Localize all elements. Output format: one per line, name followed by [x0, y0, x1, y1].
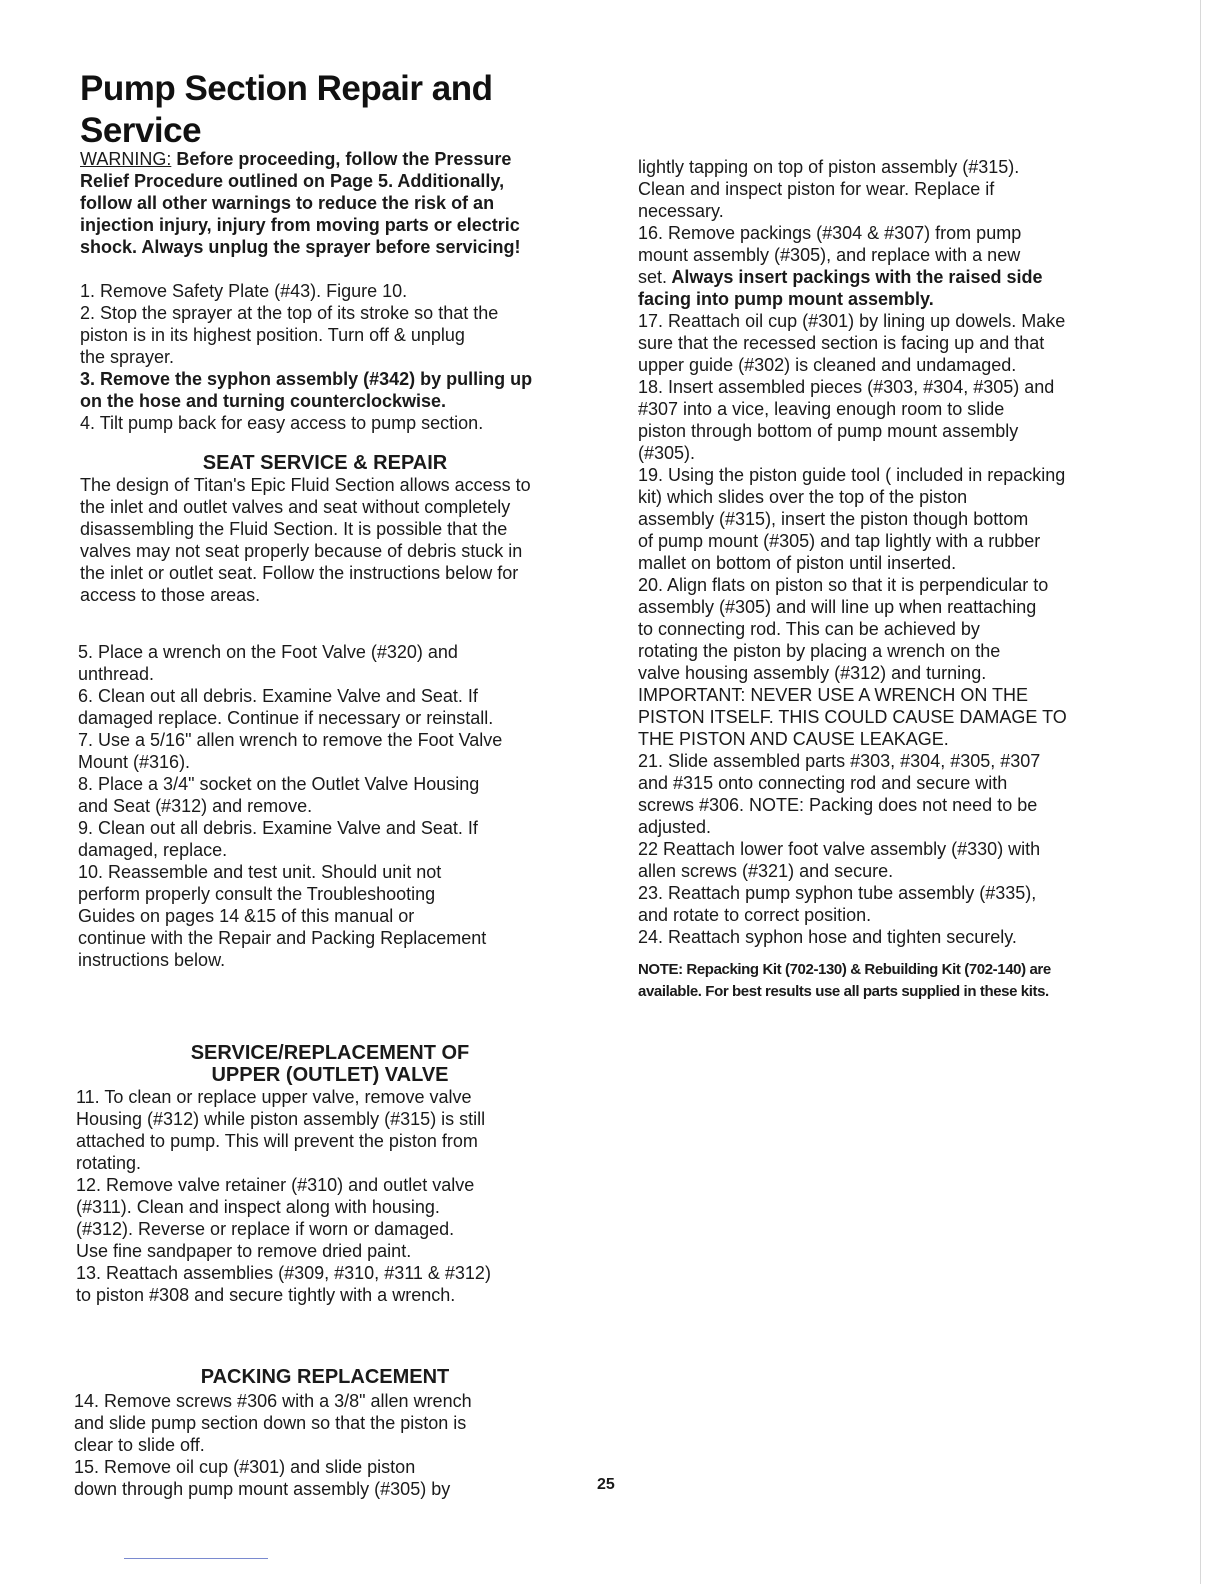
text-line: access to those areas.: [80, 585, 261, 605]
text-line: #307 into a vice, leaving enough room to slide: [638, 399, 1005, 419]
step-line: continue with the Repair and Packing Replacement: [78, 928, 487, 948]
text-line: lightly tapping on top of piston assembly (#315).: [638, 157, 1020, 177]
text-line: 17. Reattach oil cup (#301) by lining up dowels. Make: [638, 311, 1066, 331]
seat-heading: SEAT SERVICE & REPAIR: [202, 452, 448, 474]
text-line: THE PISTON AND CAUSE LEAKAGE.: [638, 729, 949, 749]
text-line: PISTON ITSELF. THIS COULD CAUSE DAMAGE TO: [638, 707, 1067, 727]
step-line: 1. Remove Safety Plate (#43). Figure 10.: [80, 281, 408, 301]
text-line: adjusted.: [638, 817, 712, 837]
step-line: piston is in its highest position. Turn off & unplug: [80, 325, 465, 345]
step-line: damaged replace. Continue if necessary or reinstall.: [78, 708, 494, 728]
text-line-bold: Always insert packings with the raised side: [667, 267, 1043, 287]
step-line: 2. Stop the sprayer at the top of its stroke so that the: [80, 303, 499, 323]
step-line: 11. To clean or replace upper valve, remove valve: [76, 1087, 472, 1107]
kit-note: [638, 959, 1051, 1003]
step-line: Guides on pages 14 &15 of this manual or: [78, 906, 415, 926]
step-line: 13. Reattach assemblies (#309, #310, #311 & #312): [76, 1263, 491, 1283]
text-line: and rotate to correct position.: [638, 905, 872, 925]
text-line: 21. Slide assembled parts #303, #304, #305, #307: [638, 751, 1041, 771]
text-line: the inlet or outlet seat. Follow the instructions below for: [80, 563, 519, 583]
text-line: piston through bottom of pump mount assembly: [638, 421, 1019, 441]
text-line: of pump mount (#305) and tap lightly with a rubber: [638, 531, 1041, 551]
warning-line: follow all other warnings to reduce the risk of an: [80, 193, 495, 213]
step-line: 5. Place a wrench on the Foot Valve (#320) and: [78, 642, 458, 662]
step-line: 10. Reassemble and test unit. Should unit not: [78, 862, 442, 882]
heading-line: SERVICE/REPLACEMENT OF: [190, 1042, 470, 1064]
step-line: down through pump mount assembly (#305) by: [74, 1479, 451, 1499]
text-line: allen screws (#321) and secure.: [638, 861, 894, 881]
text-line: kit) which slides over the top of the piston: [638, 487, 968, 507]
step-line: damaged, replace.: [78, 840, 228, 860]
text-line: mount assembly (#305), and replace with a new: [638, 245, 1021, 265]
step-line: 14. Remove screws #306 with a 3/8" allen wrench: [74, 1391, 472, 1411]
text-line: sure that the recessed section is facing up and that: [638, 333, 1045, 353]
step-line: 9. Clean out all debris. Examine Valve and Seat. If: [78, 818, 478, 838]
text-line: disassembling the Fluid Section. It is possible that the: [80, 519, 508, 539]
text-line: valve housing assembly (#312) and turning.: [638, 663, 987, 683]
step-line: to piston #308 and secure tightly with a wrench.: [76, 1285, 456, 1305]
upper-valve-steps: [76, 1086, 491, 1306]
text-line: 18. Insert assembled pieces (#303, #304, #305) and: [638, 377, 1055, 397]
packing-heading: PACKING REPLACEMENT: [200, 1366, 450, 1388]
step-line: Mount (#316).: [78, 752, 191, 772]
page-number: 25: [597, 1476, 615, 1493]
right-column: [638, 156, 1067, 948]
warning-line: injection injury, injury from moving parts or electric: [80, 215, 520, 235]
title-line: Pump Section Repair and: [80, 69, 493, 108]
text-line: (#305).: [638, 443, 696, 463]
text-line: 22 Reattach lower foot valve assembly (#330) with: [638, 839, 1041, 859]
warning-block: [80, 148, 580, 258]
text-line: valves may not seat properly because of debris stuck in: [80, 541, 523, 561]
step-line: perform properly consult the Troubleshooting: [78, 884, 436, 904]
text-line: rotating the piston by placing a wrench on the: [638, 641, 1001, 661]
step-line: 8. Place a 3/4" socket on the Outlet Valve Housing: [78, 774, 480, 794]
footer-rule: [124, 1558, 268, 1559]
step-line: 15. Remove oil cup (#301) and slide piston: [74, 1457, 416, 1477]
step-line: (#312). Reverse or replace if worn or damaged.: [76, 1219, 455, 1239]
page-title: [80, 68, 540, 152]
warning-line: Relief Procedure outlined on Page 5. Additionally,: [80, 171, 505, 191]
step-line: 4. Tilt pump back for easy access to pump section.: [80, 413, 484, 433]
text-line: 23. Reattach pump syphon tube assembly (#335),: [638, 883, 1037, 903]
warning-line: Before proceeding, follow the Pressure: [171, 149, 512, 169]
step-line: 7. Use a 5/16" allen wrench to remove the Foot Valve: [78, 730, 503, 750]
upper-valve-heading: [80, 1042, 580, 1086]
text-line: 20. Align flats on piston so that it is perpendicular to: [638, 575, 1049, 595]
step-line: clear to slide off.: [74, 1435, 205, 1455]
note-line: available. For best results use all parts supplied in these kits.: [638, 983, 1049, 1000]
title-line: Service: [80, 111, 202, 150]
text-line: screws #306. NOTE: Packing does not need to be: [638, 795, 1038, 815]
text-line: 24. Reattach syphon hose and tighten securely.: [638, 927, 1017, 947]
step-line: instructions below.: [78, 950, 226, 970]
warning-line: shock. Always unplug the sprayer before servicing!: [80, 237, 521, 257]
text-line: mallet on bottom of piston until inserted.: [638, 553, 957, 573]
step-line-bold: 3. Remove the syphon assembly (#342) by pulling up: [80, 369, 533, 389]
step-line: Use fine sandpaper to remove dried paint.: [76, 1241, 412, 1261]
scan-edge-line: [1200, 0, 1201, 1584]
step-line: attached to pump. This will prevent the piston from: [76, 1131, 478, 1151]
step-line: and slide pump section down so that the piston is: [74, 1413, 467, 1433]
text-line: and #315 onto connecting rod and secure with: [638, 773, 1008, 793]
step-line: Housing (#312) while piston assembly (#315) is still: [76, 1109, 486, 1129]
seat-steps: [78, 641, 502, 971]
text-line-bold: facing into pump mount assembly.: [638, 289, 934, 309]
heading-line: UPPER (OUTLET) VALVE: [211, 1064, 449, 1086]
text-line: The design of Titan's Epic Fluid Section allows access to: [80, 475, 531, 495]
step-line: the sprayer.: [80, 347, 175, 367]
step-line: 6. Clean out all debris. Examine Valve and Seat. If: [78, 686, 478, 706]
step-line: 12. Remove valve retainer (#310) and outlet valve: [76, 1175, 475, 1195]
seat-intro: [80, 474, 531, 606]
packing-steps: [74, 1390, 472, 1500]
step-line: unthread.: [78, 664, 155, 684]
text-line: assembly (#305) and will line up when reattaching: [638, 597, 1037, 617]
text-line: 16. Remove packings (#304 & #307) from pump: [638, 223, 1022, 243]
text-line: to connecting rod. This can be achieved by: [638, 619, 980, 639]
text-line: the inlet and outlet valves and seat without completely: [80, 497, 511, 517]
text-line: 19. Using the piston guide tool ( included in repacking: [638, 465, 1066, 485]
step-line: rotating.: [76, 1153, 142, 1173]
text-line: IMPORTANT: NEVER USE A WRENCH ON THE: [638, 685, 1029, 705]
note-line: NOTE: Repacking Kit (702-130) & Rebuilding Kit (702-140) are: [638, 961, 1051, 978]
text-line: upper guide (#302) is cleaned and undamaged.: [638, 355, 1017, 375]
text-line: necessary.: [638, 201, 724, 221]
text-line: Clean and inspect piston for wear. Replace if: [638, 179, 995, 199]
text-line: assembly (#315), insert the piston though bottom: [638, 509, 1029, 529]
warning-label: WARNING:: [80, 149, 172, 169]
step-line: (#311). Clean and inspect along with housing.: [76, 1197, 440, 1217]
step-line-bold: on the hose and turning counterclockwise.: [80, 391, 447, 411]
step-line: and Seat (#312) and remove.: [78, 796, 313, 816]
intro-steps: [80, 280, 532, 434]
text-line: set.: [638, 267, 668, 287]
